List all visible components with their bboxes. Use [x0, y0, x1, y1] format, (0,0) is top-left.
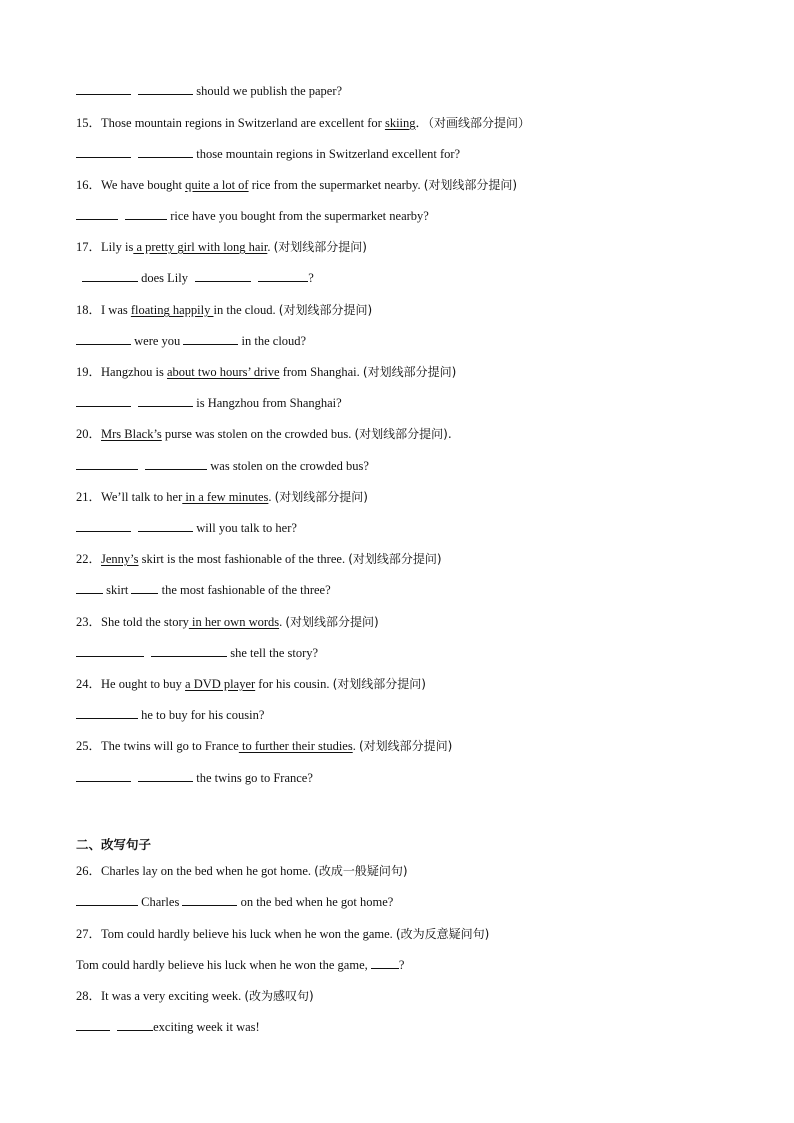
question-number: 25．: [76, 739, 102, 753]
instruction-note: (改为反意疑问句): [395, 927, 490, 941]
q19-question: [76, 362, 456, 382]
answer-text: she tell the story?: [227, 646, 319, 660]
answer-text: ?: [398, 958, 405, 972]
answer-text: does Lily: [138, 271, 192, 285]
instruction-note: (对划线部分提问): [362, 365, 457, 379]
blank[interactable]: [125, 206, 167, 220]
blank[interactable]: [183, 331, 238, 345]
instruction-note: (对划线部分提问): [423, 178, 518, 192]
blank[interactable]: [151, 643, 227, 657]
question-text: Charles lay on the bed when he got home.: [101, 864, 315, 878]
blank[interactable]: [371, 955, 399, 969]
question-text: Those mountain regions in Switzerland are excellent for: [101, 116, 385, 130]
q14-answer: [76, 81, 342, 101]
answer-text: will you talk to her?: [193, 521, 297, 535]
question-text: .: [267, 240, 274, 254]
blank[interactable]: [138, 518, 193, 532]
blank[interactable]: [76, 393, 131, 407]
underlined-part: in her own words: [188, 615, 280, 629]
blank[interactable]: [76, 643, 144, 657]
instruction-note: (改成一般疑问句): [314, 864, 408, 878]
question-text: skirt is the most fashionable of the three.: [138, 552, 349, 566]
question-number: 15．: [76, 116, 102, 130]
answer-text: on the bed when he got home?: [237, 895, 394, 909]
instruction-note: (对划线部分提问): [285, 615, 379, 629]
q22-question: [76, 549, 442, 569]
blank[interactable]: [76, 892, 138, 906]
blank[interactable]: [138, 144, 193, 158]
underlined-part: in a few minutes: [182, 490, 269, 504]
blank[interactable]: [76, 580, 103, 594]
blank[interactable]: [76, 768, 131, 782]
q25-question: [76, 736, 452, 756]
blank[interactable]: [182, 892, 237, 906]
question-number: 20．: [76, 427, 102, 441]
answer-text: skirt: [103, 583, 132, 597]
underlined-part: skiing: [384, 116, 416, 130]
underlined-part: quite a lot of: [185, 178, 249, 192]
blank[interactable]: [76, 705, 138, 719]
q23-question: [76, 612, 379, 632]
q15-answer: [76, 144, 460, 164]
blank[interactable]: [138, 768, 193, 782]
instruction-note: (对划线部分提问).: [354, 427, 452, 441]
answer-text: ?: [308, 271, 314, 285]
question-number: 18．: [76, 303, 102, 317]
blank[interactable]: [76, 206, 118, 220]
q26-answer: [76, 892, 393, 912]
q19-answer: [76, 393, 342, 413]
blank[interactable]: [76, 81, 131, 95]
answer-text: were you: [131, 334, 184, 348]
blank[interactable]: [76, 456, 138, 470]
answer-text: the twins go to France?: [193, 771, 313, 785]
question-text: from Shanghai.: [279, 365, 363, 379]
blank[interactable]: [76, 1017, 110, 1031]
underlined-part: a pretty girl with long hair: [133, 240, 268, 254]
q16-answer: [76, 206, 429, 226]
question-number: 23．: [76, 615, 102, 629]
question-number: 24．: [76, 677, 102, 691]
question-text: He ought to buy: [101, 677, 186, 691]
answer-text: is Hangzhou from Shanghai?: [193, 396, 342, 410]
answer-text: in the cloud?: [238, 334, 307, 348]
blank[interactable]: [76, 144, 131, 158]
blank[interactable]: [117, 1017, 153, 1031]
answer-text: the most fashionable of the three?: [158, 583, 331, 597]
question-number: 28．: [76, 989, 102, 1003]
answer-text: those mountain regions in Switzerland excellent for?: [193, 147, 461, 161]
q18-answer: [76, 331, 306, 351]
q21-answer: [76, 518, 297, 538]
question-text: .: [352, 739, 359, 753]
question-number: 16．: [76, 178, 102, 192]
q15-question: [76, 113, 530, 133]
blank[interactable]: [258, 268, 308, 282]
question-text: in the cloud.: [213, 303, 279, 317]
question-text: The twins will go to France: [101, 739, 239, 753]
underlined-part: floating happily: [130, 303, 214, 317]
question-text: We’ll talk to her: [101, 490, 183, 504]
instruction-note: (对划线部分提问): [273, 240, 367, 254]
q27-question: [76, 924, 489, 944]
q24-question: [76, 674, 426, 694]
question-number: 22．: [76, 552, 102, 566]
underlined-part: Jenny’s: [101, 552, 139, 566]
blank[interactable]: [195, 268, 251, 282]
question-number: 19．: [76, 365, 102, 379]
question-text: Lily is: [101, 240, 134, 254]
answer-text: Tom could hardly believe his luck when he won the game,: [76, 958, 371, 972]
question-text: for his cousin.: [255, 677, 333, 691]
q21-question: [76, 487, 368, 507]
blank[interactable]: [138, 393, 193, 407]
instruction-note: (对划线部分提问): [332, 677, 426, 691]
underlined-part: to further their studies: [238, 739, 353, 753]
question-text: ．: [415, 116, 429, 130]
question-text: rice from the supermarket nearby.: [248, 178, 424, 192]
question-text: We have bought: [101, 178, 186, 192]
question-text: She told the story: [101, 615, 189, 629]
blank[interactable]: [82, 268, 138, 282]
q28-answer: [76, 1017, 260, 1037]
q24-answer: [76, 705, 264, 725]
question-number: 27．: [76, 927, 102, 941]
q28-question: [76, 986, 314, 1006]
blank[interactable]: [138, 81, 193, 95]
instruction-note: (对划线部分提问): [274, 490, 368, 504]
instruction-note: (对划线部分提问): [358, 739, 453, 753]
blank[interactable]: [131, 580, 158, 594]
blank[interactable]: [145, 456, 207, 470]
underlined-part: about two hours’ drive: [166, 365, 280, 379]
question-text: Tom could hardly believe his luck when he won the game.: [101, 927, 396, 941]
answer-text: exciting week it was!: [153, 1020, 260, 1034]
answer-text: rice have you bought from the supermarket nearby?: [167, 209, 429, 223]
question-text: purse was stolen on the crowded bus.: [161, 427, 355, 441]
instruction-note: (对划线部分提问): [348, 552, 442, 566]
question-number: 26．: [76, 864, 102, 878]
q27-answer: [76, 955, 404, 975]
instruction-note: （对画线部分提问）: [428, 116, 531, 130]
blank[interactable]: [76, 518, 131, 532]
blank[interactable]: [76, 331, 131, 345]
q18-question: [76, 300, 372, 320]
q20-answer: [76, 456, 369, 476]
q26-question: [76, 861, 408, 881]
question-number: 21．: [76, 490, 102, 504]
section-heading: 二、改写句子: [76, 837, 152, 852]
q16-question: [76, 175, 517, 195]
question-text: I was: [101, 303, 131, 317]
instruction-note: (改为感叹句): [244, 989, 314, 1003]
answer-text: he to buy for his cousin?: [138, 708, 265, 722]
answer-text: should we publish the paper?: [193, 84, 343, 98]
q20-question: [76, 424, 452, 444]
question-text: .: [279, 615, 286, 629]
q23-answer: [76, 643, 318, 663]
q17-question: [76, 237, 367, 257]
q17-answer: [82, 268, 314, 288]
underlined-part: a DVD player: [185, 677, 256, 691]
q25-answer: [76, 768, 313, 788]
question-text: It was a very exciting week.: [101, 989, 245, 1003]
question-text: Hangzhou is: [101, 365, 167, 379]
answer-text: Charles: [138, 895, 183, 909]
instruction-note: (对划线部分提问): [278, 303, 373, 317]
question-number: 17．: [76, 240, 102, 254]
answer-text: was stolen on the crowded bus?: [207, 459, 369, 473]
question-text: .: [268, 490, 275, 504]
underlined-part: Mrs Black’s: [101, 427, 162, 441]
q22-answer: [76, 580, 331, 600]
